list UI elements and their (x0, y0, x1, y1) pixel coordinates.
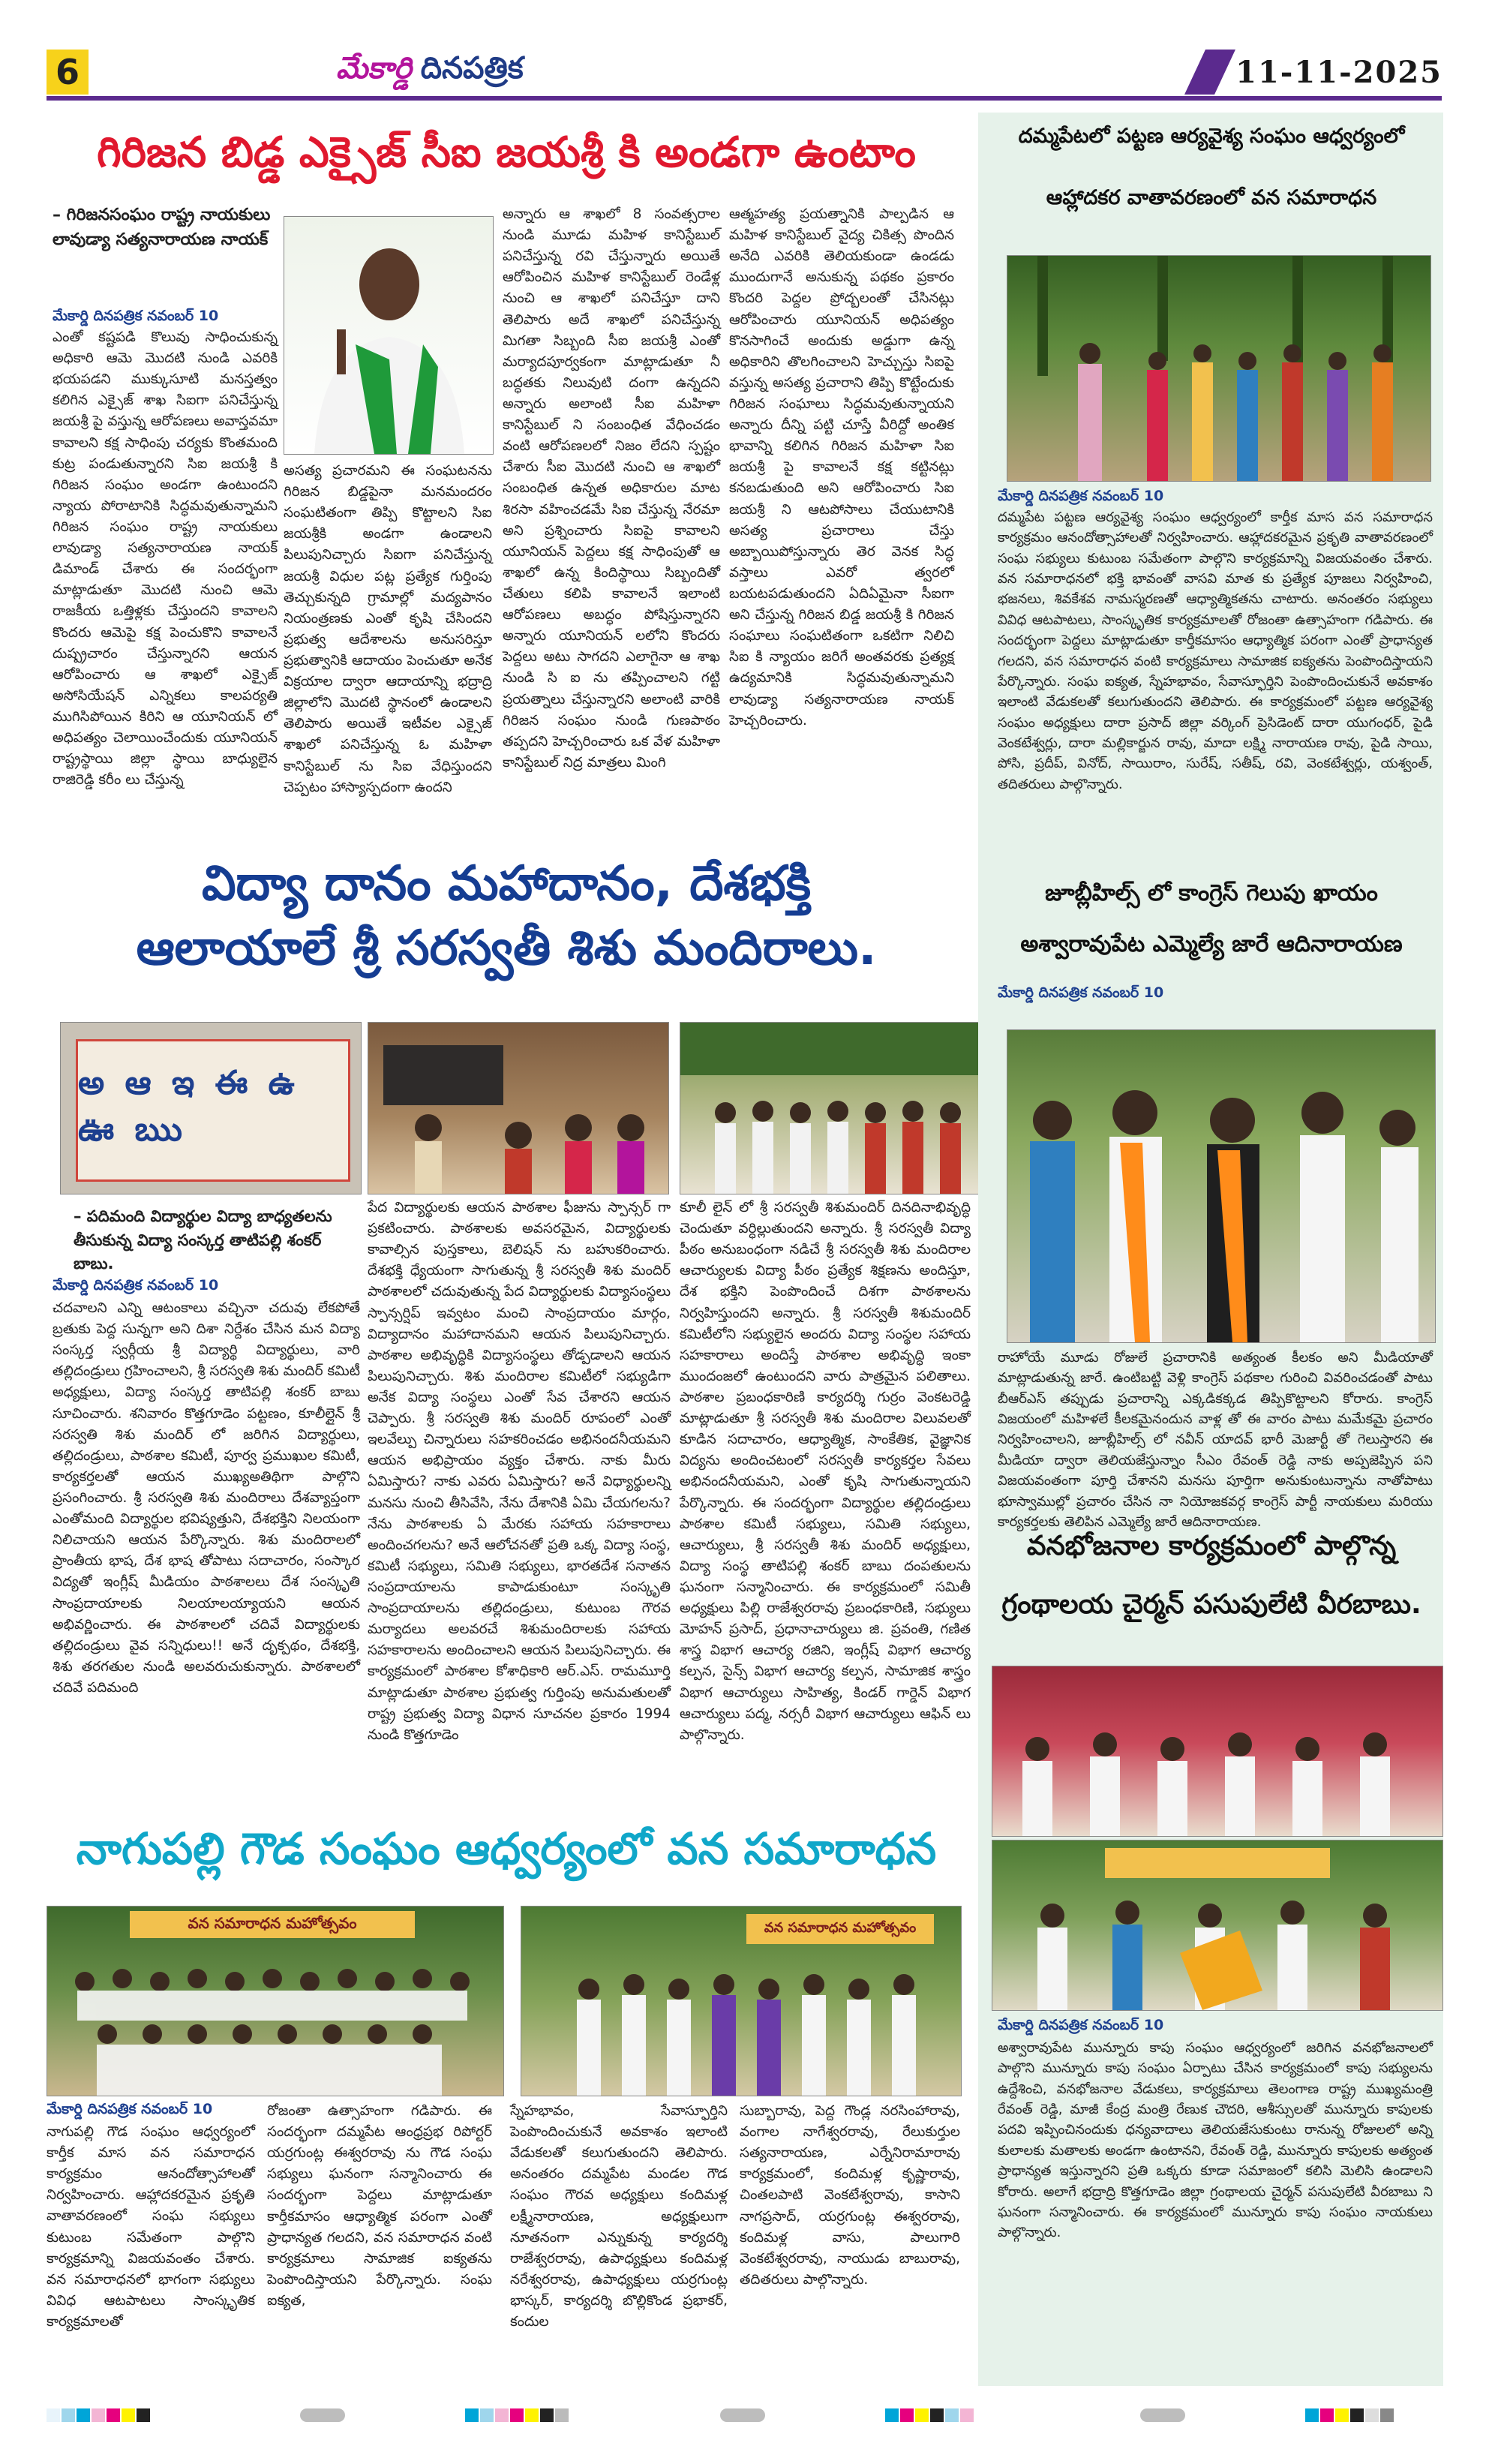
brand-name: మేకార్డి (336, 51, 412, 86)
story3-column-1: నాగుపల్లి గౌడ సంఘం ఆధ్వర్యంలో కార్తీక మాస వన సమారాధన కార్యక్రమం ఆనందోత్సాహాలతో నిర్వహించారు. ఆహ్లాదకరమైన ప్రకృతి వాతావరణంలో సంఘ సభ్యులు కుటుంబ సమేతంగా పాల్గొని కార్యక్రమాన్ని విజయవంతం చేశారు. వన సమారాధనలో భాగంగా సభ్యులు వివిధ ఆటపాటలు సాంస్కృతిక కార్యక్రమాలతో (47, 2124, 255, 2330)
sidebar-c-body: అశ్వారావుపేట మున్నూరు కాపు సంఘం ఆధ్వర్యంలో జరిగిన వనభోజనాలలో పాల్గొని మున్నూరు కాపు సంఘం ఏర్పాటు చేసిన కార్యక్రమంలో కాపు సభ్యులను ఉద్దేశించి, వనభోజనాల వేడుకలు, కార్యక్రమాలు తెలంగాణ రాష్ట్ర ముఖ్యమంత్రి రేవంత్ రెడ్డి, మాజీ కేంద్ర మంత్రి రేణుక చౌదరి, ఆశీస్సులతో మున్నూరు కాపులకు పదవి ఇప్పించినందుకు ధన్యవాదాలు తెలియజేసుకుంటు రానున్న రోజులలో అన్ని కులాలకు మతాలకు అండగా ఉంటానని, రేవంత్ రెడ్డి, మున్నూరు కాపులకు అత్యంత ప్రాధాన్యత ఇస్తున్నారని ప్రతి ఒక్కరు కూడా సమాజంలో కలిసి మెలిసి ఉండాలని కోరారు. అలాగే భద్రాద్రి కొత్తగూడెం జిల్లా గ్రంథాలయ చైర్మన్ పసుపులేటి వీరబాబు ని ఘనంగా సన్మానించారు. ఈ కార్యక్రమంలో మున్నూరు కాపు సంఘం నాయకులు పాల్గొన్నారు. (998, 2040, 1433, 2241)
story3-column-2: రోజంతా ఉత్సాహంగా గడిపారు. ఈ సందర్భంగా దమ్మపేట ఆంధ్రప్రభ రిపోర్టర్ యర్రగుంట్ల ఈశ్వరరావు ను గౌడ సంఘ సభ్యులు ఘనంగా సన్మానించారు ఈ సందర్భంగా పెద్దలు మాట్లాడుతూ కార్తీకమాసం ఆధ్యాత్మిక పరంగా ఎంతో ప్రాధాన్యత గలదని, వన సమారాధన వంటి కార్యక్రమాలు సామాజిక ఐక్యతను పెంపొందిస్తాయని పేర్కొన్నారు. సంఘ ఐక్యత, (267, 2103, 492, 2309)
sidebar-b-headline-line1: జూబ్లీహిల్స్ లో కాంగ్రెస్ గెలుపు ఖాయం (1045, 880, 1378, 906)
story2-column-3: కూలీ లైన్ లో శ్రీ సరస్వతీ శిశుమందిర్ దినదినాభివృద్ధి చెందుతూ వర్ధిల్లుతుందని అన్నారు. శ్రీ సరస్వతీ విద్యా పీఠం అనుబంధంగా నడిచే శ్రీ సరస్వతీ శిశు మందిరాల ఆచార్యులకు విద్యా పీఠం ప్రత్యేక శిక్షణను అందిస్తూ, దేశ భక్తిని పెంపొందించే దిశగా పాఠశాలను నిర్వహిస్తుందని అన్నారు. శ్రీ సరస్వతీ శిశుమందిర్ కమిటీలోని సభ్యులైన అందరు విద్యా సంస్థల సహాయ సహకారాలు అందిస్తే పాఠశాల అభివృద్ధి ఇంకా ముందంజలో ఉంటుందని వారు పాత్రమైన పలితాలు. పాఠశాల ప్రబంధకారిణి కార్యదర్శి గుర్రం వెంకటరెడ్డి మాట్లాడుతూ శ్రీ సరస్వతీ శిశు మందిరాల విలువలతో కూడిన సదాచారం, ఆధ్యాత్మిక, సాంకేతిక, వైజ్ఞానిక విద్యను అందించటంలో సరస్వతీ కార్యకర్తల సేవలు అభినందనీయమని, ఎంతో కృషి సాగుతున్నాయని పేర్కొన్నారు. ఈ సందర్భంగా విద్యార్థుల తల్లిదండ్రులు పాఠశాల కమిటీ సభ్యులు, సమితి సభ్యులు, ఆచార్యులు, శ్రీ సరస్వతీ శిశు మందిర్ అధ్యక్షులు, విద్యా సంస్థ తాటిపల్లి శంకర్ బాబు దంపతులను ఘనంగా సన్మానించారు. ఈ కార్యక్రమంలో సమితీ అధ్యక్షులు పిల్లి రాజేశ్వరరావు ప్రబంధకారిణి, సభ్యులు మోహన్ ప్రసాద్, ప్రధానాచార్యులు జి. ప్రవంతి, గణిత శాస్త్ర విభాగ ఆచార్య రజిని, ఇంగ్లీష్ విభాగ ఆచార్య కల్పన, సైన్స్ విభాగ ఆచార్య కల్పన, సామాజిక శాస్త్రం విభాగ ఆచార్యులు సాహిత్య, కిండర్ గార్డెన్ విభాగ ఆచార్యులు పద్మ, నర్సరీ విభాగ ఆచార్యులు ఆఫిన్ లు పాల్గొన్నారు. (680, 1200, 971, 1743)
issue-date: 11-11-2025 (1235, 54, 1442, 90)
registration-oval-1 (300, 2408, 345, 2422)
color-registration-strip-mid2 (885, 2408, 975, 2422)
sidebar-c-photo-2 (992, 1840, 1443, 2011)
story1-column-4: ఆత్మహత్య ప్రయత్నానికి పాల్పడిన ఆ మహిళ కానిస్టేబుల్ వైద్య చికిత్స పొందిన అనేది ఎవరికి తెలియకుండా ఉండడు ముందుగానే అనుకున్న పథకం ప్రకారం కొందరి పెద్దల ప్రోద్బలంతో చేసినట్లు ఆరోపించారు యూనియన్ అధిపత్యం కొనసాగించే అందుకు అడ్డుగా ఉన్న అధికారిని తొలగించాలని హెచ్చుస్తు సిఐపై వస్తున్న అసత్య ప్రచారాని తిప్పి కొట్టేందుకు గిరిజన సంఘాలు సిద్ధమవుతున్నాయని అన్నారు దీన్ని పట్టి చూస్తే వీరిద్దో అంతిక భావాన్ని కలిగిన గిరిజన మహిళా సిఐ జయశ్రీ పై కావాలనే కక్ష కట్టినట్లు కనబడుతుంది అని ఆరోపించారు సిఐ జయశ్రీ ని ఆటపోసాలు చేయుటానికి అసత్య ప్రచారాలు చేస్తు అబ్బాయిపోస్తున్నారు తెర వెనక సిద్ధ వస్తాలు ఎవరో త్వరలో బయటపడుతుందని ఏదిఏమైనా సీఐగా అని చేస్తున్న గిరిజన బిడ్డ జయశ్రీ కి గిరిజన సంఘాలు సంఘటితంగా ఒకటిగా నిలిచి సిఐ కి న్యాయం జరిగే అంతవరకు ప్రత్యక్ష ఉద్యమానికి సిద్ధమవుతున్నామని లావుడ్యా సత్యనారాయణ నాయక్ హెచ్చరించారు. (729, 206, 954, 729)
registration-oval-2 (720, 2408, 765, 2422)
page-number: 6 (47, 50, 89, 95)
story2-byline: – పదిమంది విద్యార్థుల విద్యా బాధ్యతలను తీసుకున్న విద్యా సంస్కర్త తాటిపల్లి శంకర్ బాబు. (74, 1207, 332, 1273)
story1-byline: – గిరిజనసంఘం రాష్ట్ర నాయకులు లావుడ్యా సత్యనారాయణ నాయక్ (53, 206, 271, 249)
story2-column-1: చదవాలని ఎన్ని ఆటంకాలు వచ్చినా చదువు లేకపోతే బ్రతుకు పెద్ద సున్నగా అని దిశా నిర్దేశం చేసిన మన విద్యా సంస్కర్త స్వర్గీయ శ్రీ విద్యార్థి విద్యార్థులు, వారి తల్లిదండ్రులు గ్రహించాలని, శ్రీ సరస్వతి శిశు మందిర్ కమిటీ అధ్యక్షులు, విద్యా సంస్కర్త తాటిపల్లి శంకర్ బాబు సూచించారు. శనివారం కొత్తగూడెం పట్టణం, కూలీల్లైన్ శ్రీ సరస్వతి శిశు మందిర్ లో జరిగిన విద్యార్థులు, తల్లిదండ్రులు, పాఠశాల కమిటీ, పూర్వ ప్రముఖుల కమిటీ, కార్యకర్తలతో ఆయన ముఖ్యఅతిథిగా పాల్గొని ప్రసంగించారు. శ్రీ సరస్వతి శిశు మందిరాలు దేశవ్యాప్తంగా ఎంతోమంది విద్యార్థుల భవిష్యత్తుని, దేశభక్తిని నిలయంగా నిలిచాయని ఆయన పేర్కొన్నారు. శిశు మందిరాలలో ప్రాంతీయ భాష, దేశ భాష తోపాటు సదాచారం, సంస్కార విద్యతో ఇంగ్లీష్ మీడియం పాఠశాలలు దేశ సంస్కృతి సాంప్రదాయాలకు నిలయాలయ్యాయని ఆయన అభివర్ణించారు. ఈ పాఠశాలలో చదివే విద్యార్థులకు తల్లిదండ్రులు వైవ సన్నిధులు!! అనే దృక్పథం, దేశభక్తి, శిశు తరగతుల నుండి అలవరుచుకున్నారు. పాఠశాలలో చదివే పదిమంది (53, 1300, 360, 1696)
date-accent-shape (1184, 50, 1235, 95)
story3-dateline: మేకార్డి దినపత్రిక నవంబర్ 10 (47, 2101, 213, 2117)
story3-column-4: సుబ్బారావు, పెద్ద గౌండ్ల నరసింహారావు, వంగాల నాగేశ్వరరావు, రేలుకుర్తుల సత్యనారాయణ, ఎర్నేనిరామారావు కార్యక్రమంలో, కందిమళ్ల కృష్ణారావు, చింతలపాటి వెంకటేశ్వరావు, కాసాని నాగప్రసాద్, యర్రగుంట్ల ఈశ్వరరావు, కందిమళ్ల వాసు, పాలుగారి వెంకటేశ్వరరావు, నాయుడు బాబురావు, తదితరులు పాల్గొన్నారు. (740, 2103, 960, 2288)
story2-dateline: మేకార్డి దినపత్రిక నవంబర్ 10 (53, 1277, 219, 1294)
sidebar-b-photo (1007, 1029, 1436, 1343)
story3-group-photo-1 (47, 1906, 504, 2096)
picnic-illustration (1007, 256, 1430, 481)
sidebar-c-photo-1 (992, 1666, 1443, 1837)
audience-illustration (992, 1666, 1442, 1836)
sidebar-a-headline-line2: ఆహ్లాదకర వాతావరణంలో వన సమారాధన (1046, 186, 1377, 209)
sidebar-a-dateline: మేకార్డి దినపత్రిక నవంబర్ 10 (998, 488, 1164, 504)
story1-portrait-photo (284, 216, 494, 455)
story3-headline: నాగుపల్లి గౌడ సంఘం ఆధ్వర్యంలో వన సమారాధన (76, 1823, 937, 1874)
sidebar-c-dateline: మేకార్డి దినపత్రిక నవంబర్ 10 (998, 2017, 1164, 2033)
alphabet-chart: అ ఆ ఇ ఈ ఉ ఊ ఋ (76, 1039, 350, 1182)
story3-column-3: స్నేహభావం, సేవాస్ఫూర్తిని పెంపొందించుకునే అవకాశం ఇలాంటి వేడుకలతో కలుగుతుందని తెలిపారు. అనంతరం దమ్మపేట మండల గౌడ సంఘం గౌరవ అధ్యక్షులు కందిమళ్ల లక్ష్మీనారాయణ, అధ్యక్షులుగా నూతనంగా ఎన్నుకున్న కార్యదర్శి రాజేశ్వరరావు, ఉపాధ్యక్షులు కందిమళ్ల నరేశ్వరరావు, ఉపాధ్యక్షులు యర్రగుంట్ల భాస్కర్, కార్యదర్శి బొల్లికొండ ప్రభాకర్, కందుల (510, 2103, 728, 2330)
color-registration-strip-right (1305, 2408, 1395, 2422)
sidebar-a-headline-line1: దమ్మపేటలో పట్టణ ఆర్యవైశ్య సంఘం ఆధ్వర్యంలో (1018, 125, 1405, 148)
story2-column-2: పేద విద్యార్థులకు ఆయన పాఠశాల ఫీజును స్పాన్సర్ గా ప్రకటించారు. పాఠశాలకు అవసరమైన, విద్యార్థులకు కావాల్సిన పుస్తకాలు, బెలిషన్ ను బహుకరించారు. దేశభక్తి ధ్యేయంగా సాగుతున్న శ్రీ సరస్వతీ శిశు మందిర్ పాఠశాలలో చదువుతున్న పేద విద్యార్థులకు విద్యాసంస్థలు స్పాన్సర్షిప్ ఇవ్వటం మంచి సాంప్రదాయం మార్గం, విద్యాదానం మహాదానమని ఆయన పిలుపునిచ్చారు. పాఠశాల అభివృద్ధికి విద్యాసంస్థలు తోడ్పడాలని ఆయన పిలుపునిచ్చారు. శిశు మందిరాల కమిటీలో సభ్యుడిగా అనేక విద్యా సంస్థలు ఎంతో సేవ చేశారని ఆయన చెప్పారు. శ్రీ సరస్వతి శిశు మందిర్ రూపంలో ఎంతో ఇలవేల్పు చిన్నారులు సహకరించడం అభినందనీయమని ఆయన అభిప్రాయం వ్యక్తం చేశారు. నాకు మీరు ఏమిస్తారు? నాకు ఎవరు ఏమిస్తారు? అనే విధ్యార్థులన్ని మనసు నుంచి తీసివేసి, నేను దేశానికి ఏమి చేయగలను? నేను పాఠశాలకు ఏ మేరకు సహాయ సహకారాలు అందించగలను? అనే ఆలోచనతో ప్రతి ఒక్క విద్యా సంస్థ, కమిటీ సభ్యులు, సమితి సభ్యులు, భారతదేశ సనాతన సంప్రదాయాలను కాపాడుకుంటూ సంస్కృతి సాంప్రదాయాలను తల్లిదండ్రులు, కుటుంబ గౌరవ మర్యాదలు అలవరచే శిశుమందిరాలకు సహాయ సహకారాలను అందించాలని ఆయన పిలుపునిచ్చారు. ఈ కార్యక్రమంలో పాఠశాల కోశాధికారి ఆర్.ఎస్. రామమూర్తి మాట్లాడుతూ పాఠశాల ప్రభుత్వ గుర్తింపు అనుమతులతో రాష్ట్ర ప్రభుత్వ విద్యా విధాన సూచనల ప్రకారం 1994 నుండి కొత్తగూడెం (368, 1200, 671, 1743)
group-illustration-1 (47, 1907, 503, 2096)
story2-alphabet-chart-photo (60, 1022, 362, 1194)
story1-headline: గిరిజన బిడ్డ ఎక్సైజ్ సీఐ జయశ్రీ కి అండగా ఉంటాం (97, 128, 916, 177)
color-registration-strip-mid1 (465, 2408, 570, 2422)
portrait-illustration (284, 217, 493, 454)
masthead-rule (47, 96, 1442, 101)
story1-column-2: అసత్య ప్రచారమని ఈ సంఘటనను గిరిజన బిడ్డపైనా మనమందరం సంఘటితంగా తిప్పి కొట్టాలని సిఐ జయశ్రీకి అండగా ఉండాలని పిలుపునిచ్చారు సిఐగా పనిచేస్తున్న జయశ్రీ విధుల పట్ల ప్రత్యేక గుర్తింపు తెచ్చుకున్నది గ్రామాల్లో మద్యపానం నియంత్రణకు ఎంతో కృషి చేసిందని ప్రభుత్వ ఆదేశాలను అనుసరిస్తూ ప్రభుత్వానికి ఆదాయం పెంచుతూ అనేక విక్రయాల ద్వారా ఆదాయాన్ని భద్రాద్రి జిల్లాలోని మొదటి స్థానంలో ఉండాలని తెలిపారు అయితే ఇటీవల ఎక్సైజ్ శాఖలో పనిచేస్తున్న ఓ మహిళా కానిస్టేబుల్ ను సిఐ వేధిస్తుందని చెప్పటం హాస్యాస్పదంగా ఉందని (284, 463, 492, 795)
story2-group-photo (680, 1022, 981, 1194)
sidebar-c-headline-line1: వనభోజనాల కార్యక్రమంలో పాల్గొన్న (1026, 1531, 1397, 1561)
sidebar-b-headline-line2: అశ్వారావుపేట ఎమ్మెల్యే జారే ఆదినారాయణ (1020, 931, 1403, 957)
story1-column-3: అన్నారు ఆ శాఖలో 8 సంవత్సరాల నుండి మూడు మహిళ కానిస్టేబుల్ పనిచేస్తున్న రవి చేస్తున్నారు అయితే ఆరోపించిన మహిళ కానిస్టేబుల్ రెండేళ్ల నుంచి ఆ శాఖలో పనిచేస్తూ దాని తెలిపారు అదే శాఖలో పనిచేస్తున్న మిగతా సిబ్బంది సీఐ జయశ్రీ ఎంతో మర్యాదపూర్వకంగా మాట్లాడుతూ నీ బద్ధతకు నిలువుటి దంగా ఉన్నదని అన్నారు అలాంటి సీఐ మహిళా కానిస్టేబుల్ ని సంబంధిత వేధించడం వంటి ఆరోపణలలో నిజం లేదని స్పష్టం చేశారు సీఐ మొదటి నుంచి ఆ శాఖలో సంబంధిత ఉన్నత అధికారుల మాట శిరసా వహించడమే సిఐ చేస్తున్న నేరమా అని ప్రశ్నించారు సిఐపై కావాలని యూనియన్ పెద్దలు కక్ష సాధింపుతో ఆ శాఖలో ఉన్న కిందిస్థాయి సిబ్బందితో చేతులు కలిపి కావాలనే ఇలాంటి ఆరోపణలు అబద్ధం పోషిస్తున్నారని అన్నారు యూనియన్ లలోని కొందరు పెద్దలు అటు సాగదని ఎలాగైనా ఆ శాఖ నుండి సి ఐ ను తప్పించాలని గట్టి ప్రయత్నాలు చేస్తున్నారని అలాంటి వారికి గిరిజన సంఘం నుండి గుణపాఠం తప్పదని హెచ్చరించారు ఒక వేళ మహిళా కానిస్టేబుల్ నిద్ర మాత్రలు మింగి (503, 206, 720, 771)
story1-dateline: మేకార్డి దినపత్రిక నవంబర్ 10 (53, 308, 219, 324)
felicitation-illustration-2 (992, 1840, 1442, 2010)
sidebar-b-dateline: మేకార్డి దినపత్రిక నవంబర్ 10 (998, 984, 1164, 1001)
color-registration-strip-left (47, 2408, 152, 2422)
issue-date-box (1195, 50, 1442, 95)
story2-headline-line1: విద్యా దానం మహాదానం, దేశభక్తి (201, 856, 812, 912)
registration-oval-3 (1140, 2408, 1185, 2422)
story2-headline-line2: ఆలాయాలే శ్రీ సరస్వతీ శిశు మందిరాలు. (136, 921, 877, 976)
story3-banner-1: వన సమారాధన మహోత్సవం (130, 1911, 415, 1938)
paper-name: దినపత్రిక (420, 51, 524, 86)
campaign-illustration (1007, 1030, 1435, 1342)
story2-felicitation-photo (368, 1022, 669, 1194)
sidebar-c-headline-line2: గ్రంథాలయ చైర్మన్ పసుపులేటి వీరబాబు. (1001, 1589, 1421, 1620)
group-illustration-2 (521, 1907, 961, 2096)
sidebar-b-body: రాహోయే మూడు రోజులే ప్రచారానికి అత్యంత కీలకం అని మీడియాతో మాట్లాడుతున్న జారే. ఉంటిబట్టి వెళ్లి కాంగ్రెస్ పథకాల గురించి వివరించడంతో పాటు బీఆర్ఎస్ తప్పుడు ప్రచారాన్ని ఎక్కడికక్కడ తిప్పికొట్టాలని కోరారు. కాంగ్రెస్ విజయంలో మహిళలే కీలకమైనందున వాళ్ల తో ఈ వారం పాటు మమేకమై ప్రచారం నిర్వహించాలని, జూబ్లీహిల్స్ లో నవీన్ యాదవ్ భారీ మెజార్టీ తో గెలుస్తారని ఈ మీడియా ద్వారా తెలియజేస్తున్నాం సీఎం రేవంత్ రెడ్డి నాకు అప్పజెప్పిన పని విజయవంతంగా పూర్తి చేశానని మనసు పూర్తిగా అనుకుంటున్నాను నాతోపాటు భూస్వాముల్లో ప్రచారం చేసిన నా నియోజకవర్గ కాంగ్రెస్ పార్టీ నాయకులు మరియు కార్యకర్తలకు తెలిపిన ఎమ్మెల్యే జారే ఆదినారాయణ. (998, 1350, 1433, 1530)
story1-column-1: ఎంతో కష్టపడి కొలువు సాధించుకున్న అధికారి ఆమె మొదటి నుండి ఎవరికి భయపడని ముక్కుసూటి మనస్తత్వం కలిగిన ఎక్సైజ్ శాఖ సిఐగా పనిచేస్తున్న జయశ్రీ పై వస్తున్న ఆరోపణలు అవాస్తవమా కావాలని కక్ష సాధింపు చర్యకు కొంతమంది కుట్ర పండుతున్నారని సిఐ జయశ్రీ కి గిరిజన సంఘం అండగా ఉంటుందని న్యాయ పోరాటానికి సిద్ధమవుతున్నామని గిరిజన సంఘం రాష్ట్ర నాయకులు లావుడ్యా సత్యనారాయణ నాయక్ డిమాండ్ చేశారు ఈ సందర్భంగా మాట్లాడుతూ మొదటి నుంచి ఆమె రాజకీయ ఒత్తిళ్లకు చేస్తుందని కావాలని కొందరు ఆమెపై కక్ష పెంచుకొని కావాలనే దుష్ప్రచారం చేస్తున్నారని ఆయన ఆరోపించారు ఆ శాఖలో ఎక్సైజ్ అసోసియేషన్ ఎన్నికలు కాలపర్యతి ముగిసిపోయిన కిరిని ఆ యూనియన్ లో అధిపత్యం చెలాయించేందుకు యూనియన్ రాష్ట్రస్థాయి జిల్లా స్థాయి బాధ్యులైన రాజిరెడ్డి కరీం లు చేస్తున్న (53, 329, 278, 789)
story3-banner-2: వన సమారాధన మహోత్సవం (746, 1914, 934, 1944)
sidebar-a-photo (1007, 255, 1431, 482)
group-illustration (680, 1023, 980, 1194)
felicitation-illustration (368, 1023, 668, 1194)
sidebar-a-body: దమ్మపేట పట్టణ ఆర్యవైశ్య సంఘం ఆధ్వర్యంలో కార్తీక మాస వన సమారాధన కార్యక్రమం ఆనందోత్సాహాలతో నిర్వహించారు. ఆహ్లాదకరమైన ప్రకృతి వాతావరణంలో సంఘ సభ్యులు కుటుంబ సమేతంగా పాల్గొని కార్యక్రమాన్ని విజయవంతం చేశారు. వన సమారాధనలో భక్తి భావంతో వాసవి మాత కు ప్రత్యేక పూజలు నిర్వహించి, భజనలు, శివకేశవ నామస్మరణతో ఆధ్యాత్మికతను చాటారు. అనంతరం సభ్యులు వివిధ ఆటపాటలు, సాంస్కృతిక కార్యక్రమాలతో రోజంతా ఉత్సాహంగా గడిపారు. ఈ సందర్భంగా పెద్దలు మాట్లాడుతూ కార్తీకమాసం ఆధ్యాత్మిక పరంగా ఎంతో ప్రాధాన్యత గలదని, వన సమారాధన వంటి కార్యక్రమాలు సామాజిక ఐక్యతను పెంపొందిస్తాయని పేర్కొన్నారు. సంఘ ఐక్యత, స్నేహభావం, సేవాస్ఫూర్తిని పెంపొందించుకునే అవకాశం ఇలాంటి వేడుకలతో కలుగుతుందని తెలిపారు. ఈ కార్యక్రమంలో పట్టణ ఆర్యవైశ్య సంఘం అధ్యక్షులు దారా ప్రసాద్ జిల్లా వర్కింగ్ ప్రెసిడెంట్ దారా యుగంధర్, పైడి వెంకటేశ్వర్లు, దారా మల్లికార్జున రావు, మాదా లక్ష్మి నారాయణ రావు, పైడి సాయి, పోసి, ప్రదీప్, వినోద్, సాయిరాం, సురేష్, సతీష్, రవి, వెంకటేశ్వర్లు, యశ్వంత్, తదితరులు పాల్గొన్నారు. (998, 509, 1433, 792)
story3-group-photo-2 (521, 1906, 962, 2096)
masthead-logo (336, 50, 524, 95)
